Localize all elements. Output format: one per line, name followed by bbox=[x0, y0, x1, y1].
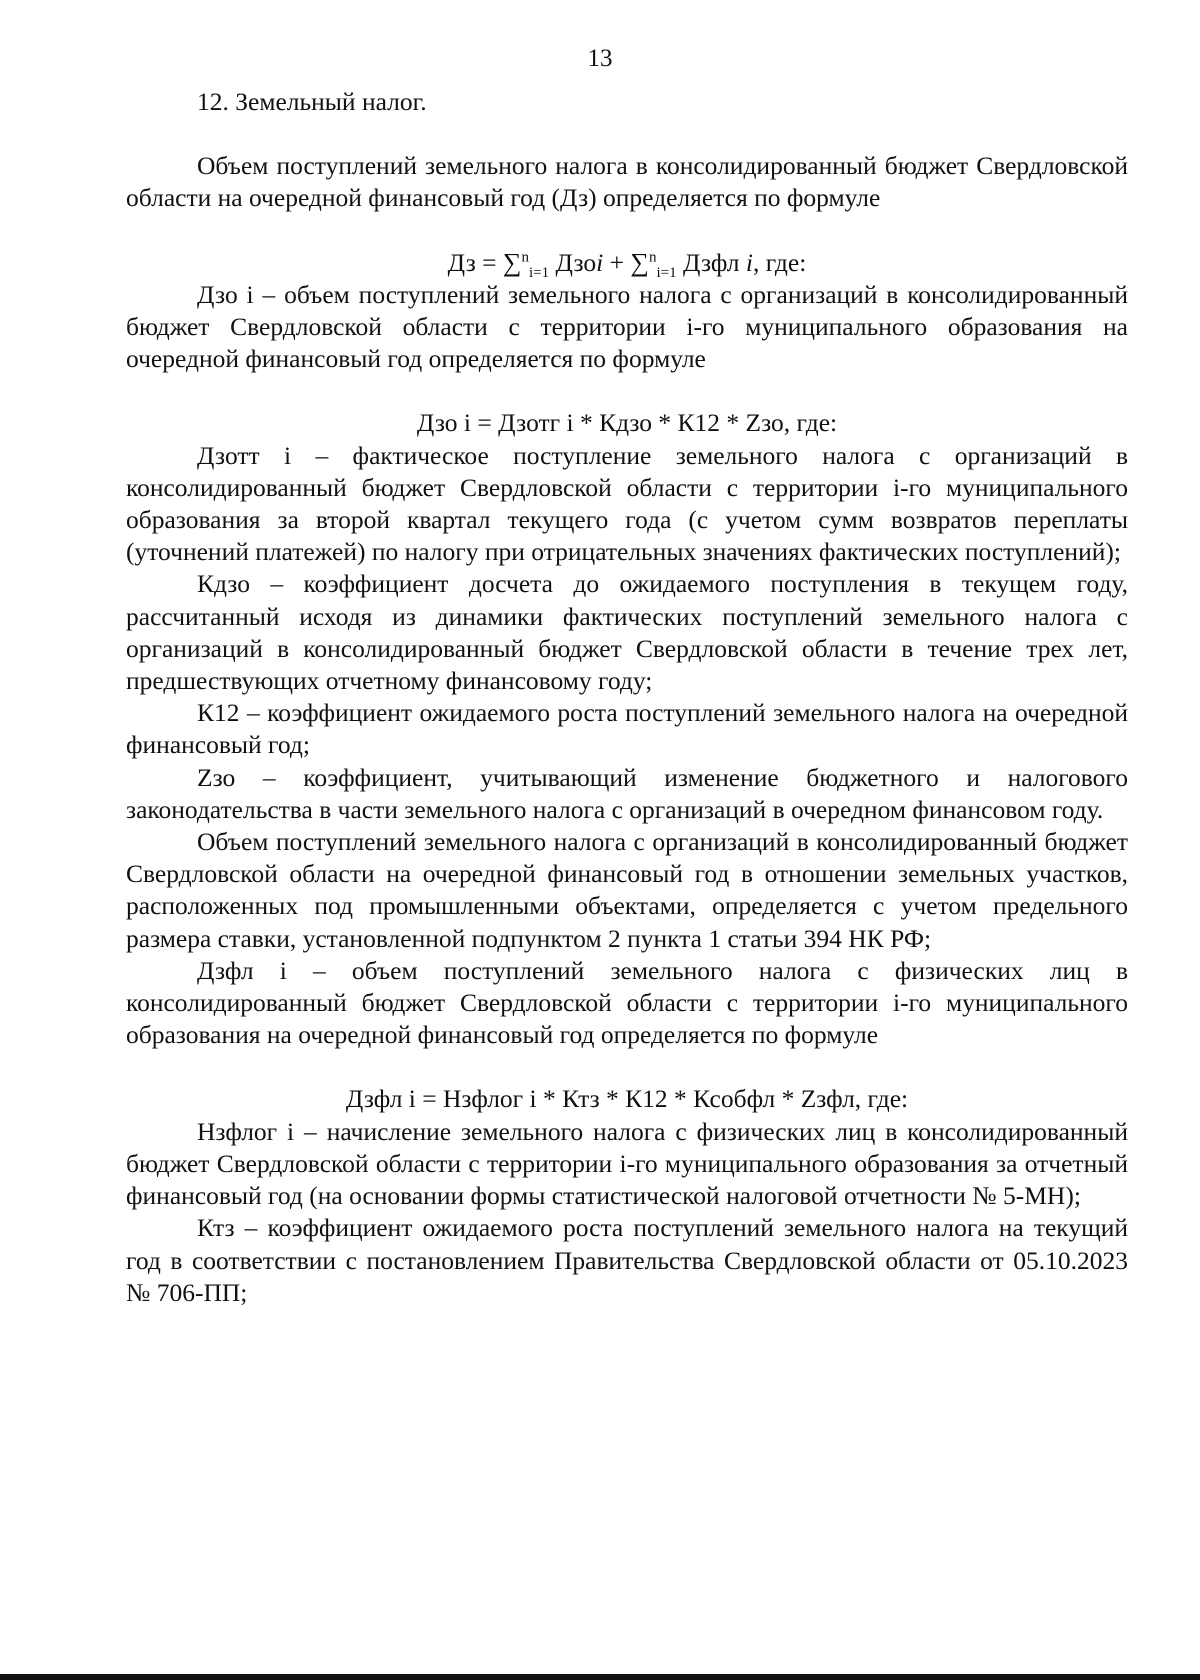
spacer bbox=[126, 375, 1128, 407]
paragraph-dzo-definition: Дзо i – объем поступлений земельного налога с организаций в консолидированный бюджет Свердловской области с территории i-го муниципального образования на очередной финансовый год определяется по формуле bbox=[126, 279, 1128, 374]
paragraph-k12-definition: К12 – коэффициент ожидаемого роста поступлений земельного налога на очередной финансовый год; bbox=[126, 698, 1128, 760]
paragraph-dzfl-definition: Дзфл i – объем поступлений земельного налога с физических лиц в консолидированный бюджет Свердловской области с территории i-го муниципального образования на очередной финансовый год определяется по формуле bbox=[126, 955, 1128, 1050]
formula-dz-term1-var: i bbox=[596, 247, 604, 277]
page-number: 13 bbox=[587, 45, 613, 72]
spacer bbox=[126, 1051, 1128, 1083]
formula-dz bbox=[126, 247, 1128, 279]
formula-dz-term2: Дзфл bbox=[682, 247, 740, 277]
formula-dzfl: Дзфл i = Нзфлог i * Ктз * К12 * Ксобфл * Zзфл, где: bbox=[345, 1084, 909, 1114]
paragraph-intro: Объем поступлений земельного налога в консолидированный бюджет Свердловской области на очередной финансовый год (Дз) определяется по формуле bbox=[126, 151, 1128, 213]
section-heading: 12. Земельный налог. bbox=[197, 87, 427, 116]
formula-dz-lhs: Дз = bbox=[447, 247, 503, 277]
sum1-upper: n bbox=[521, 249, 529, 266]
scan-edge-bar bbox=[0, 1674, 1200, 1680]
formula-dz-term2-var: i bbox=[745, 247, 753, 277]
paragraph-nzflog-definition: Нзфлог i – начисление земельного налога с физических лиц в консолидированный бюджет Свердловской области с территории i-го муниципального образования за отчетный финансовый год (на основании формы статистической налоговой отчетности № 5-МН); bbox=[126, 1116, 1128, 1211]
formula-dz-plus: + bbox=[603, 247, 631, 277]
document-body bbox=[126, 86, 1128, 1309]
paragraph-industrial-land: Объем поступлений земельного налога с организаций в консолидированный бюджет Свердловской области на очередной финансовый год в отношении земельных участков, расположенных под промышленными объектами, определяется с учетом предельного размера ставки, установленной подпунктом 2 пункта 1 статьи 394 НК РФ; bbox=[126, 827, 1128, 953]
formula-dz-tail: , где: bbox=[752, 247, 807, 277]
formula-dz-term1: Дзо bbox=[555, 247, 597, 277]
formula-dzo: Дзо i = Дзотг i * Кдзо * К12 * Zзо, где: bbox=[416, 408, 838, 438]
sum-symbol-1: ∑ bbox=[502, 247, 522, 277]
paragraph-dzott-definition: Дзотт i – фактическое поступление земельного налога с организаций в консолидированный бюджет Свердловской области с территории i-го муниципального образования за второй квартал текущего года (с учетом сумм возвратов переплаты (уточнений платежей) по налогу при отрицательных значениях фактических поступлений); bbox=[126, 440, 1128, 567]
paragraph-kdzo-definition: Кдзо – коэффициент досчета до ожидаемого поступления в текущем году, рассчитанный исходя из динамики фактических поступлений земельного налога с организаций в консолидированный бюджет Свердловской области в течение трех лет, предшествующих отчетному финансовому году; bbox=[126, 569, 1128, 696]
paragraph-ktz-definition: Ктз – коэффициент ожидаемого роста поступлений земельного налога на текущий год в соответствии с постановлением Правительства Свердловской области от 05.10.2023 № 706-ПП; bbox=[126, 1213, 1128, 1307]
sum-symbol-2: ∑ bbox=[630, 247, 649, 277]
spacer bbox=[126, 215, 1128, 247]
sum1-lower: i=1 bbox=[528, 264, 550, 281]
sum2-upper: n bbox=[648, 249, 657, 266]
paragraph-zzo-definition: Zзо – коэффициент, учитывающий изменение бюджетного и налогового законодательства в части земельного налога с организаций в очередном финансовом году. bbox=[126, 762, 1128, 824]
sum2-lower: i=1 bbox=[656, 264, 677, 281]
